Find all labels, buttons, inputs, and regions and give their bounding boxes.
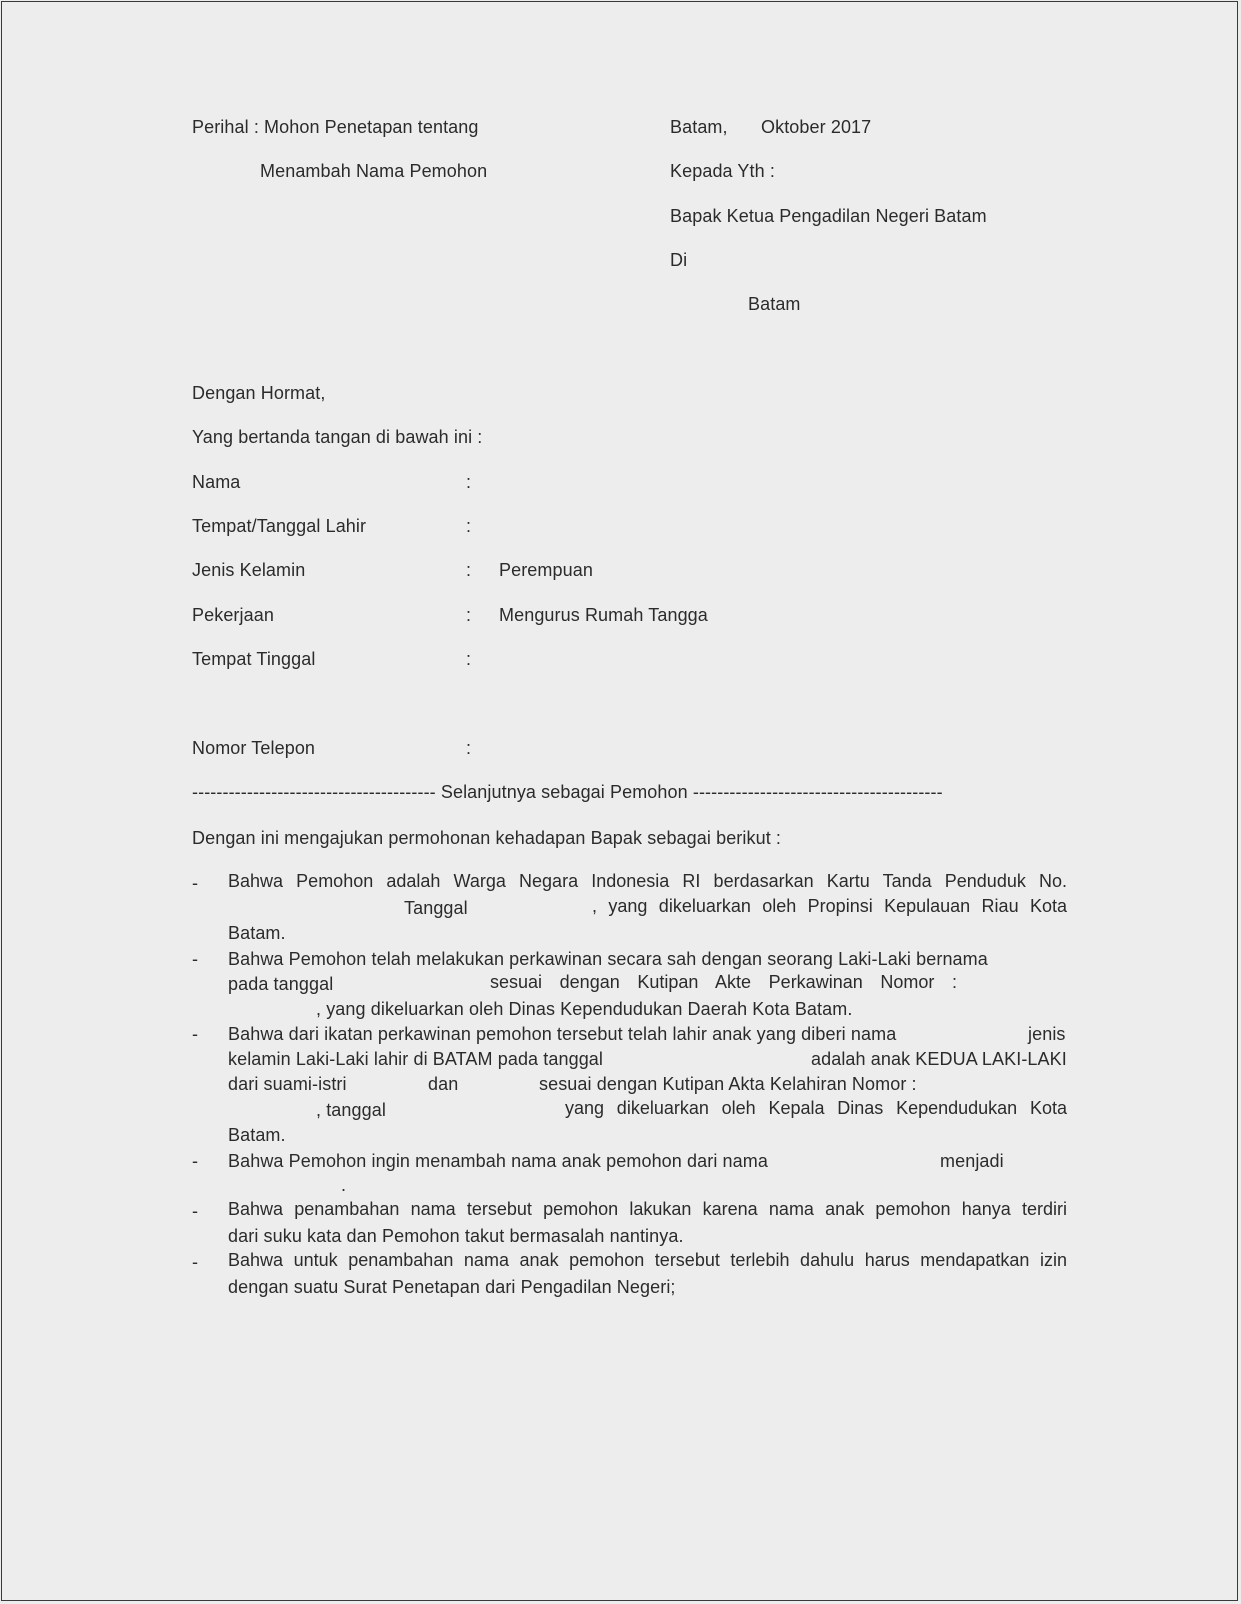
point-3-line-1: Bahwa dari ikatan perkawinan pemohon tersebut telah lahir anak yang diberi nama <box>228 1024 897 1044</box>
kepada-yth: Kepada Yth : <box>670 161 775 181</box>
point-1-line-2: , yang dikeluarkan oleh Propinsi Kepulauan Riau Kota <box>592 896 1067 916</box>
point-2-line-1: Bahwa Pemohon telah melakukan perkawinan secara sah dengan seorang Laki-Laki bernama <box>228 949 988 969</box>
point-3-anak-kedua: adalah anak KEDUA LAKI-LAKI <box>811 1049 1067 1069</box>
point-3-dikeluarkan: yang dikeluarkan oleh Kepala Dinas Kependudukan Kota <box>565 1098 1067 1118</box>
point-1-line-3: Batam. <box>228 923 286 943</box>
field-colon: : <box>466 472 472 492</box>
field-colon: : <box>466 516 472 536</box>
point-1-tanggal: Tanggal <box>404 898 468 918</box>
field-colon: : <box>466 738 472 758</box>
bullet-dash: - <box>192 949 198 969</box>
bullet-dash: - <box>192 1252 198 1272</box>
field-colon: : <box>466 605 472 625</box>
point-4-menjadi: menjadi <box>940 1151 1004 1171</box>
point-3-tanggal: , tanggal <box>316 1100 386 1120</box>
intro-text: Yang bertanda tangan di bawah ini : <box>192 427 483 447</box>
bullet-dash: - <box>192 1024 198 1044</box>
field-colon: : <box>466 560 472 580</box>
field-label-ttl: Tempat/Tanggal Lahir <box>192 516 367 536</box>
point-5-line-2: dari suku kata dan Pemohon takut bermasalah nantinya. <box>228 1226 684 1246</box>
place-city: Batam, <box>670 117 728 137</box>
recipient-city: Batam <box>748 294 801 314</box>
bullet-dash: - <box>192 873 198 893</box>
bullet-dash: - <box>192 1201 198 1221</box>
perihal-line-2: Menambah Nama Pemohon <box>260 161 488 181</box>
point-4-line-1: Bahwa Pemohon ingin menambah nama anak pemohon dari nama <box>228 1151 768 1171</box>
field-label-tempat-tinggal: Tempat Tinggal <box>192 649 316 669</box>
point-3-jenis: jenis <box>1028 1024 1066 1044</box>
point-6-line-2: dengan suatu Surat Penetapan dari Pengadilan Negeri; <box>228 1277 676 1297</box>
request-intro: Dengan ini mengajukan permohonan kehadapan Bapak sebagai berikut : <box>192 828 782 848</box>
point-3-line-5: Batam. <box>228 1125 286 1145</box>
point-3-line-2: kelamin Laki-Laki lahir di BATAM pada tanggal <box>228 1049 604 1069</box>
field-value-jenis-kelamin: Perempuan <box>499 560 593 580</box>
point-2-line-3: , yang dikeluarkan oleh Dinas Kependudukan Daerah Kota Batam. <box>316 999 853 1019</box>
recipient: Bapak Ketua Pengadilan Negeri Batam <box>670 206 987 226</box>
point-3-kutipan: sesuai dengan Kutipan Akta Kelahiran Nomor : <box>539 1074 917 1094</box>
point-2-pada-tanggal: pada tanggal <box>228 974 334 994</box>
separator-line: ---------------------------------------- Selanjutnya sebagai Pemohon ----------------------------------------- <box>192 782 943 802</box>
field-colon: : <box>466 649 472 669</box>
letter-date: Oktober 2017 <box>761 117 872 137</box>
point-2-line-2: sesuai dengan Kutipan Akte Perkawinan Nomor : <box>490 972 957 992</box>
point-3-suami-istri: dari suami-istri <box>228 1074 347 1094</box>
field-label-nama: Nama <box>192 472 241 492</box>
point-3-dan: dan <box>428 1074 459 1094</box>
field-value-pekerjaan: Mengurus Rumah Tangga <box>499 605 708 625</box>
point-4-period: . <box>341 1175 347 1195</box>
di-label: Di <box>670 250 688 270</box>
document-page <box>1 1 1238 1601</box>
bullet-dash: - <box>192 1151 198 1171</box>
field-label-pekerjaan: Pekerjaan <box>192 605 274 625</box>
point-1-line-1: Bahwa Pemohon adalah Warga Negara Indonesia RI berdasarkan Kartu Tanda Penduduk No. <box>228 871 1067 891</box>
field-label-telepon: Nomor Telepon <box>192 738 316 758</box>
field-label-jenis-kelamin: Jenis Kelamin <box>192 560 306 580</box>
point-5-line-1: Bahwa penambahan nama tersebut pemohon lakukan karena nama anak pemohon hanya terdiri <box>228 1199 1067 1219</box>
perihal-line-1: Perihal : Mohon Penetapan tentang <box>192 117 479 137</box>
point-6-line-1: Bahwa untuk penambahan nama anak pemohon tersebut terlebih dahulu harus mendapatkan izin <box>228 1250 1067 1270</box>
greeting: Dengan Hormat, <box>192 383 326 403</box>
